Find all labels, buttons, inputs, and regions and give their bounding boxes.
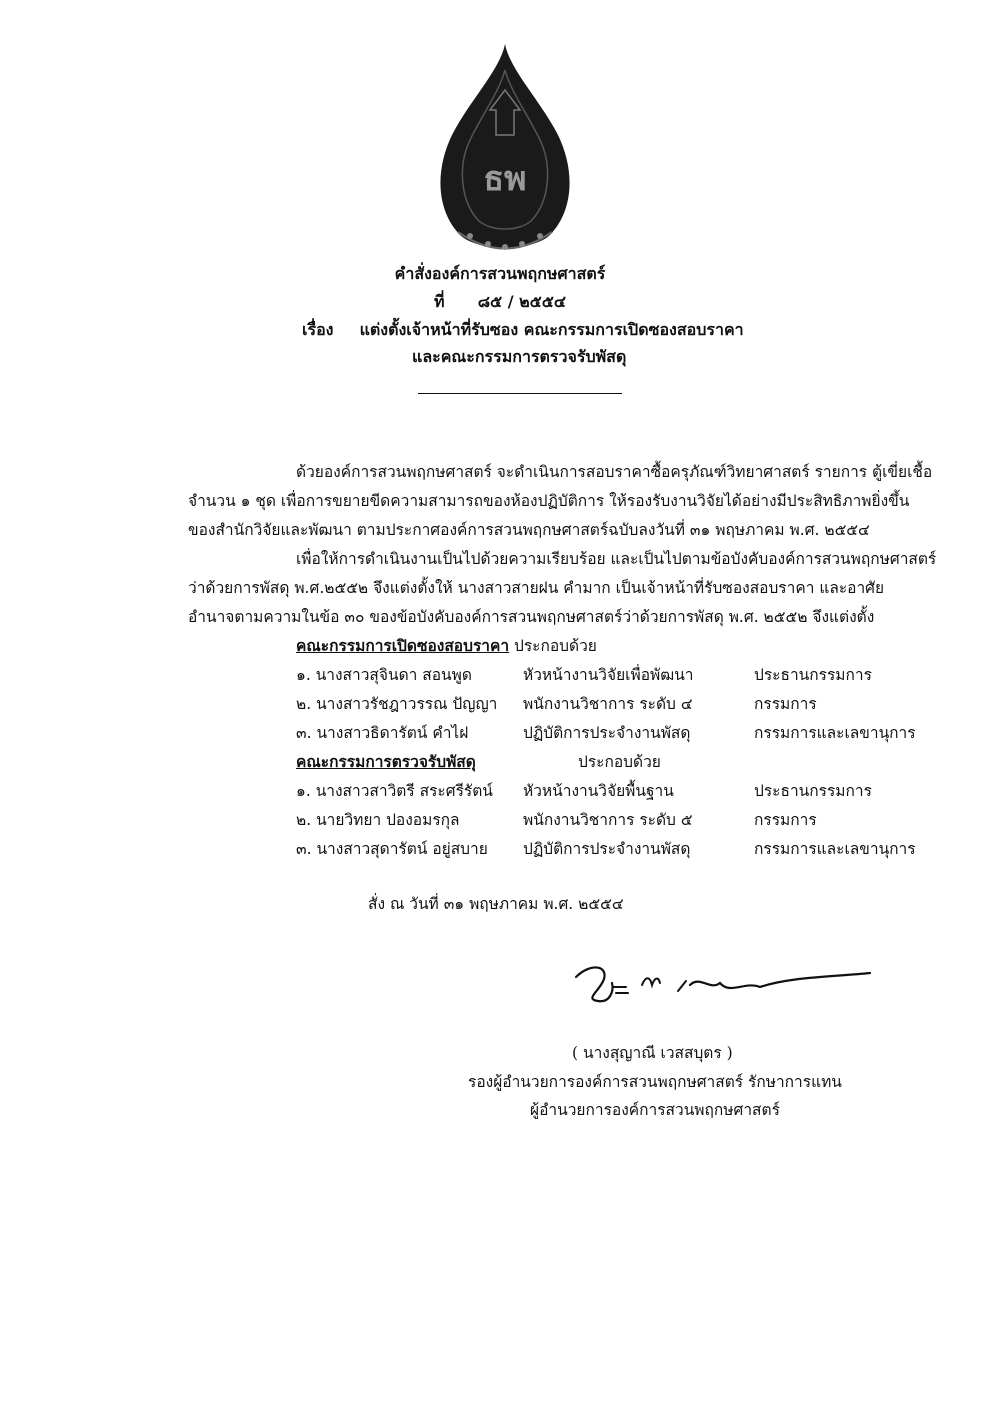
member-name: ๓. นางสาวสุดารัตน์ อยู่สบาย: [296, 840, 488, 858]
member-row: [296, 836, 936, 860]
organization-emblem: [430, 40, 580, 260]
member-name: ๒. นายวิทยา ปองอมรกุล: [296, 811, 460, 829]
subject-line-2: และคณะกรรมการตรวจรับพัสดุ: [412, 347, 627, 366]
member-row: [296, 691, 936, 715]
subject-label: เรื่อง: [302, 320, 334, 339]
handwritten-signature: [570, 955, 890, 1015]
order-number-label: ที่: [433, 292, 445, 311]
svg-text:ธพ: ธพ: [483, 159, 527, 199]
signatory-title-2: ผู้อำนวยการองค์การสวนพฤกษศาสตร์: [530, 1101, 780, 1119]
member-name: ๑. นางสาวสุจินดา สอนพูด: [296, 666, 472, 684]
signatory-name: ( นางสุญาณี เวสสบุตร ): [572, 1044, 733, 1062]
committee-heading: [296, 633, 597, 658]
order-number: [0, 290, 1000, 315]
member-role: กรรมการ: [754, 695, 817, 713]
member-row: [296, 720, 936, 744]
body-line: ว่าด้วยการพัสดุ พ.ศ.๒๕๕๒ จึงแต่งตั้งให้ นางสาวสายฝน คำมาก เป็นเจ้าหน้าที่รับซองสอบราคา และอาศัย: [188, 579, 885, 597]
committee-suffix: ประกอบด้วย: [578, 753, 661, 771]
member-row: [296, 807, 936, 831]
member-role: กรรมการและเลขานุการ: [754, 840, 916, 858]
member-name: ๒. นางสาวรัชฎาวรรณ ปัญญา: [296, 695, 498, 713]
member-position: หัวหน้างานวิจัยพื้นฐาน: [523, 782, 674, 800]
signatory-title-1: รองผู้อำนวยการองค์การสวนพฤกษศาสตร์ รักษาการแทน: [468, 1073, 842, 1091]
member-position: ปฏิบัติการประจำงานพัสดุ: [523, 840, 691, 858]
member-position: พนักงานวิชาการ ระดับ ๕: [523, 811, 693, 829]
member-row: [296, 778, 936, 802]
committee-title: คณะกรรมการตรวจรับพัสดุ: [296, 752, 476, 771]
body-line: อำนาจตามความในข้อ ๓๐ ของข้อบังคับองค์การสวนพฤกษศาสตร์ว่าด้วยการพัสดุ พ.ศ. ๒๕๕๒ จึงแต่งตั้ง: [188, 608, 875, 626]
body-line: จำนวน ๑ ชุด เพื่อการขยายขีดความสามารถของห้องปฏิบัติการ ให้รองรับงานวิจัยได้อย่างมีประสิทธิภาพยิ่งขึ้น: [188, 492, 910, 510]
member-role: ประธานกรรมการ: [754, 666, 872, 684]
member-row: [296, 662, 936, 686]
member-role: ประธานกรรมการ: [754, 782, 872, 800]
committee-suffix: ประกอบด้วย: [514, 637, 597, 655]
member-role: กรรมการและเลขานุการ: [754, 724, 916, 742]
order-title: คำสั่งองค์การสวนพฤกษศาสตร์: [394, 264, 606, 283]
committee-heading: [296, 749, 661, 774]
member-position: หัวหน้างานวิจัยเพื่อพัฒนา: [523, 666, 694, 684]
member-name: ๓. นางสาวธิดารัตน์ คำไฝ: [296, 724, 469, 742]
order-number-value: ๘๕ / ๒๕๕๔: [477, 292, 566, 311]
subject-line-1: แต่งตั้งเจ้าหน้าที่รับซอง คณะกรรมการเปิดซองสอบราคา: [359, 320, 744, 339]
body-line: ของสำนักวิจัยและพัฒนา ตามประกาศองค์การสวนพฤกษศาสตร์ฉบับลงวันที่ ๓๑ พฤษภาคม พ.ศ. ๒๕๕๔: [188, 521, 870, 539]
subject-row: [302, 318, 744, 343]
body-line: เพื่อให้การดำเนินงานเป็นไปด้วยความเรียบร้อย และเป็นไปตามข้อบังคับองค์การสวนพฤกษศาสตร์: [296, 550, 937, 568]
member-name: ๑. นางสาวสาวิตรี สระศรีรัตน์: [296, 782, 493, 800]
member-position: ปฏิบัติการประจำงานพัสดุ: [523, 724, 691, 742]
member-role: กรรมการ: [754, 811, 817, 829]
member-position: พนักงานวิชาการ ระดับ ๔: [523, 695, 693, 713]
header-divider: [418, 393, 622, 394]
body-line: ด้วยองค์การสวนพฤกษศาสตร์ จะดำเนินการสอบราคาซื้อครุภัณฑ์วิทยาศาสตร์ รายการ ตู้เขี่ยเชื้อ: [296, 463, 933, 481]
committee-title: คณะกรรมการเปิดซองสอบราคา: [296, 636, 510, 655]
order-date: สั่ง ณ วันที่ ๓๑ พฤษภาคม พ.ศ. ๒๕๕๔: [368, 895, 624, 913]
